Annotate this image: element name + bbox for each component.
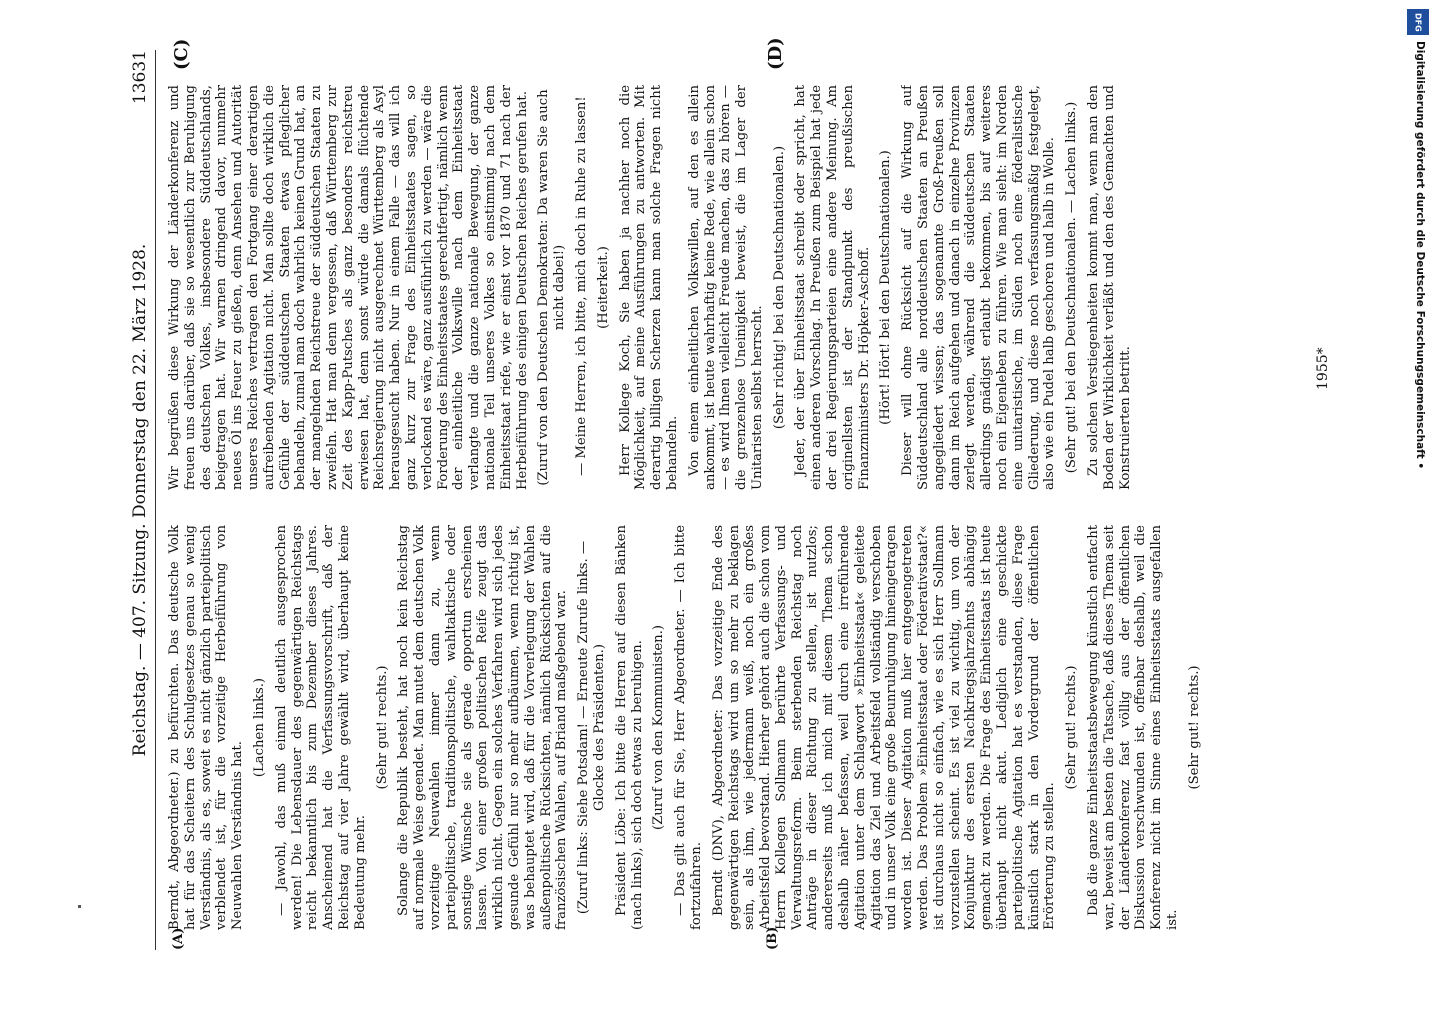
scan-speck xyxy=(78,905,81,908)
page-title: Reichstag. — 407. Sitzung. Donnerstag den 22. März 1928. xyxy=(130,243,150,757)
page-number: 13631 xyxy=(130,50,150,105)
interjection: (Heiterkeit.) xyxy=(595,246,611,329)
paragraph: — Jawohl, das muß einmal deutlich ausgesprochen werden! Die Lebensdauer des gegenwärtigen Reichstags reicht bekanntlich bis zum Dezember dieses Jahres. Anscheinend hat die Verfassungsvorschrift, daß der Reichstag auf vier Jahre gewählt wird, überhaupt keine Bedeutung mehr. xyxy=(273,525,368,930)
rotated-page-content xyxy=(125,37,1365,950)
interjection: (Zuruf links: Siehe Potsdam! — Erneute Zurufe links. — Glocke des Präsidenten.) xyxy=(576,540,607,915)
interjection: (Sehr gut! rechts.) xyxy=(374,665,390,790)
dfg-logo: DFG xyxy=(1407,9,1429,35)
interjection: (Lachen links.) xyxy=(251,677,267,778)
paragraph: Zu solchen Verstiegenheiten kommt man, wenn man den Boden der Wirklichkeit verläßt und den des Gemachten und Konstruierten betritt. xyxy=(1086,85,1133,490)
paragraph: Dieser will ohne Rücksicht auf die Wirkung auf Süddeutschland alle norddeutschen Staaten an Preußen angegliedert wissen; das sogenannte Groß-Preußen soll dann im Reich aufgehen und danach in einzelne Provinzen zerlegt werden, während die süddeutschen Staaten allerdings gnädigst erlaubt bekommen, bis auf weiteres noch ein Eigenleben zu führen. Wie man sieht: im Norden eine unitaristische, im Süden noch eine föderalistische Gliederung, und diese noch verfassungsmäßig festgelegt, also wie ein Pudel halb geschoren und halb in Wolle. xyxy=(900,85,1058,490)
dfg-sidebar xyxy=(1404,5,1434,995)
paragraph: — Meine Herren, ich bitte, mich doch in Ruhe zu lassen! xyxy=(573,96,589,476)
margin-marker-d: (D) xyxy=(765,37,786,70)
paragraph: Präsident Löbe: Ich bitte die Herren auf diesen Bänken (nach links), sich doch etwas zu beruhigen. xyxy=(613,525,645,930)
interjection: (Sehr gut! bei den Deutschnationalen. — Lachen links.) xyxy=(1064,101,1080,474)
digitization-credit: Digitalisierung gefördert durch die Deutsche Forschungsgemeinschaft • xyxy=(1414,41,1426,470)
paragraph: Von einem einheitlichen Volkswillen, auf den es allein ankommt, ist heute wahrhaftig keine Rede, wie allein schon — es wird Ihnen vielleicht Freude machen, das zu hören — die grenzenlose Uneinigkeit beweist, die im Lager der Unitaristen selbst herrscht. xyxy=(686,85,765,490)
interjection: (Sehr gut! rechts.) xyxy=(1064,665,1080,790)
margin-marker-b: (B) xyxy=(765,926,780,950)
paragraph: Berndt (DNV), Abgeordneter: Das vorzeitige Ende des gegenwärtigen Reichstags wird um so mehr zu beklagen sein, als ihm, wie jedermann weiß, noch ein großes Arbeitsfeld bevorstand. Hierher gehört auch die schon vom Herrn Kollegen Sollmann berührte Verfassungs- und Verwaltungsreform. Beim sterbenden Reichstag noch Anträge in dieser Richtung zu stellen, ist nutzlos; andererseits muß ich mich mit diesem Thema schon deshalb näher befassen, weil durch eine irreführende Agitation unter dem Schlagwort »Einheitsstaat« geleitete Agitation das Ziel und Arbeitsfeld vollständig verschoben und in unser Volk eine große Beunruhigung hineingetragen worden ist. Dieser Agitation muß hier entgegengetreten werden. Das Problem »Einheitsstaat oder Föderativstaat?« ist durchaus nicht so einfach, wie es sich Herr Sollmann vorzustellen scheint. Es ist viel zu wichtig, um von der Konjunktur des ersten Nachkriegsjahrzehnts abhängig gemacht zu werden. Die Frage des Einheitsstaats ist heute überhaupt nicht akut. Lediglich eine geschickte parteipolitische Agitation hat es verstanden, diese Frage künstlich stark in den Vordergrund der öffentlichen Erörterung zu stellen. xyxy=(710,525,1058,930)
interjection: (Sehr gut! rechts.) xyxy=(1186,665,1202,790)
interjection: (Sehr richtig! bei den Deutschnationalen.) xyxy=(771,145,787,430)
paragraph: Berndt, Abgeordneter.) zu befürchten. Das deutsche Volk hat für das Scheitern des Schulgesetzes genau so wenig Verständnis, als es, soweit es nicht gänzlich parteipolitisch verblendet ist, für die vorzeitige Herbeiführung von Neuwahlen Verständnis hat. xyxy=(167,525,246,930)
paragraph: Daß die ganze Einheitsstaatsbewegung künstlich entfacht war, beweist am besten die Tatsache, daß dieses Thema seit der Länderkonferenz fast völlig aus der öffentlichen Diskussion verschwunden ist, offenbar deshalb, weil die Konferenz nicht im Sinne eines Einheitsstaats ausgefallen ist. xyxy=(1086,525,1181,930)
margin-marker-c: (C) xyxy=(171,38,192,70)
paragraph: Solange die Republik besteht, hat noch kein Reichstag auf normale Weise geendet. Man mutet dem deutschen Volk vorzeitige Neuwahlen immer dann zu, wenn parteipolitische, traditionspolitische, wahltaktische oder sonstige Wünsche sie als gerade opportun erscheinen lassen. Von einer großen politischen Reife zeugt das wirklich nicht. Gegen ein solches Verfahren wird sich jedes gesunde Gefühl nur so mehr aufbäumen, wenn richtig ist, was behauptet wird, daß für die Vorverlegung der Wahlen außenpolitische Rücksichten, nämlich Rücksichten auf die französischen Wahlen, auf Briand maßgebend war. xyxy=(396,525,570,930)
interjection: (Zuruf von den Deutschen Demokraten: Da waren Sie auch nicht dabei!) xyxy=(536,89,568,486)
paragraph: Herr Kollege Koch, Sie haben ja nachher noch die Möglichkeit, auf meine Ausführungen zu antworten. Mit derartig billigen Scherzen kann man solche Fragen nicht behandeln. xyxy=(617,85,680,490)
right-column xyxy=(167,85,1347,490)
left-column xyxy=(167,525,1347,930)
print-signature: 1955* xyxy=(1315,347,1331,390)
page-header xyxy=(125,50,156,950)
paragraph: Jeder, der über Einheitsstaat schreibt oder spricht, hat einen anderen Vorschlag. In Preußen zum Beispiel hat jede der drei Regierungsparteien eine andere Meinung. Am originellsten ist der Standpunkt des preußischen Finanzministers Dr. Höpker-Aschoff. xyxy=(793,85,872,490)
margin-marker-a: (A) xyxy=(171,927,186,950)
paragraph: — Das gilt auch für Sie, Herr Abgeordneter. — Ich bitte fortzufahren. xyxy=(673,525,704,930)
interjection: (Hört! Hört! bei den Deutschnationalen.) xyxy=(878,150,894,425)
paragraph: Wir begrüßen diese Wirkung der Länderkonferenz und freuen uns darüber, daß sie so wesentlich zur Beruhigung des deutschen Volkes, insbesondere Süddeutschlands, beigetragen hat. Wir warnen dringend davor, nunmehr neues Öl ins Feuer zu gießen, denn Ansehen und Autorität unseres Reiches vertragen den Fortgang einer derartigen aufreibenden Agitation nicht. Man sollte doch wirklich die Gefühle der süddeutschen Staaten etwas pfleglicher behandeln, zumal man doch wahrlich keinen Grund hat, an der mangelnden Reichstreue der süddeutschen Staaten zu zweifeln. Hat man denn vergessen, daß Württemberg zur Zeit des Kapp-Putsches als ganz besonders reichstreu erwiesen hat, denn sonst würde die damals flüchtende Reichsregierung nicht ausgerechnet Württemberg als Asyl herausgesucht haben. Nur in einem Falle — das will ich ganz kurz zur Frage des Einheitsstaates sagen, so verlockend es wäre, ganz ausführlich zu werden — wäre die Forderung des Einheitsstaates gerechtfertigt, nämlich wenn der einheitliche Volkswille nach dem Einheitsstaat verlangte und die ganze nationale Bewegung, der ganze nationale Teil unseres Volkes so einstimmig nach dem Einheitsstaat riefe, wie er einst vor 1870 und 71 nach der Herbeiführung des einigen Deutschen Reiches gerufen hat. xyxy=(167,85,530,490)
interjection: (Zuruf von den Kommunisten.) xyxy=(651,624,667,831)
